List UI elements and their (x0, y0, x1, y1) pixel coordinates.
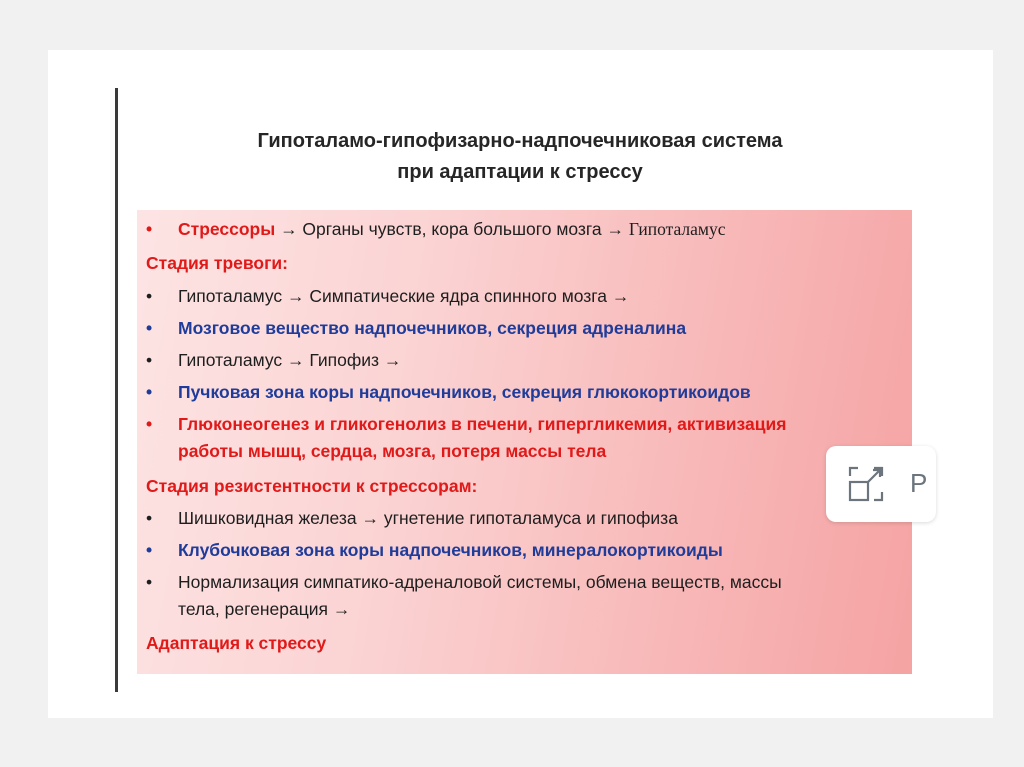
list-item-text: Мозговое вещество надпочечников, секреция адреналина (178, 318, 687, 338)
bullet: • (146, 540, 153, 560)
heading-resistance-stage: Стадия резистентности к стрессорам: (146, 476, 478, 496)
bullet: • (146, 286, 153, 306)
list-item-text: Клубочковая зона коры надпочечников, минералокортикоиды (178, 540, 723, 560)
popup-label: Р (910, 468, 928, 498)
stressors-label: Стрессоры (178, 219, 276, 239)
list-item-text: Гипоталамус → Гипофиз → (178, 350, 402, 370)
bullet: • (146, 382, 153, 402)
expand-icon[interactable] (846, 464, 886, 504)
expand-popup[interactable] (826, 446, 936, 522)
list-item-text: Глюконеогенез и гликогенолиз в печени, гипергликемия, активизация (178, 414, 787, 434)
bullet: • (146, 572, 153, 592)
bullet: • (146, 318, 153, 338)
title-line-2: при адаптации к стрессу (397, 161, 643, 183)
list-item-text: тела, регенерация → (178, 599, 351, 619)
bullet: • (146, 414, 153, 434)
slide-title (150, 126, 890, 188)
hypothalamus-label: Гипоталамус (628, 219, 726, 239)
heading-adaptation: Адаптация к стрессу (146, 633, 327, 653)
stressors-chain: → Органы чувств, кора большого мозга → (275, 219, 629, 239)
bullet: • (146, 508, 153, 528)
bullet: • (146, 350, 153, 370)
list-item-text: Пучковая зона коры надпочечников, секреция глюкокортикоидов (178, 382, 751, 402)
bullet: • (146, 219, 153, 239)
list-item-text: Гипоталамус → Симпатические ядра спинного мозга → (178, 286, 630, 306)
title-line-1: Гипоталамо-гипофизарно-надпочечниковая система (257, 130, 783, 152)
heading-alarm-stage: Стадия тревоги: (146, 253, 288, 273)
list-item-text: Нормализация симпатико-адреналовой системы, обмена веществ, массы (178, 572, 782, 592)
list-item-text: работы мышц, сердца, мозга, потеря массы тела (178, 441, 607, 461)
list-item-text: Шишковидная железа → угнетение гипоталамуса и гипофиза (178, 508, 678, 528)
vertical-divider (115, 88, 118, 692)
